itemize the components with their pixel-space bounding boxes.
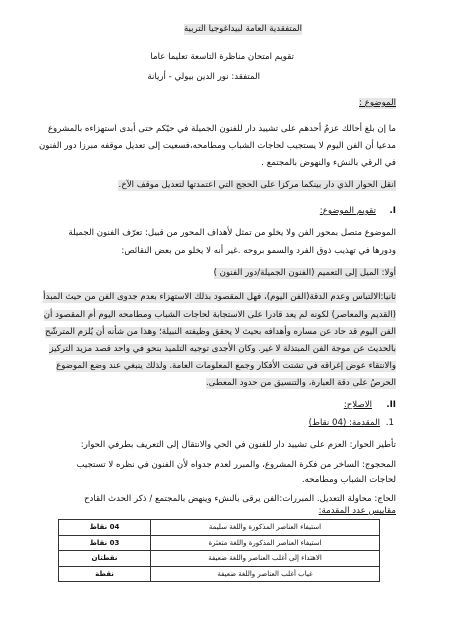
- section2-numeral: II.: [386, 400, 396, 410]
- topic-line: مدعيا أن الفن اليوم لا يستجيب لحاجات الشباب ومطامحه،فسعيت إلى تعديل موقفه مبرزا دور الفنون: [39, 141, 396, 151]
- rubric-criterion: غياب أغلب العناصر واللغة ضعيفة: [151, 566, 380, 582]
- section1-title: تقويم الموضوع:: [319, 206, 376, 216]
- intro-title: المقدمة: (04 نقاط): [308, 418, 380, 428]
- intro-numeral: 1.: [385, 418, 394, 428]
- topic-line: في الرقي بالنشء والنهوض بالمجتمع .: [261, 158, 396, 168]
- rubric-points: نقطتان: [59, 551, 151, 567]
- intro-line: لحاجات الشباب ومطامحه.: [301, 475, 396, 485]
- section1-second-line: الفن اليوم قد حاد عن مساره وأهدافه بحيث لا يحقق وظيفته النبيلة؛ وهذا من شأنه أن يُلزم المترشّح: [45, 327, 396, 337]
- rubric-criterion: استيفاء العناصر المذكورة واللغة متعثرة: [151, 535, 380, 551]
- intro-line: تأطير الحوار: العزم على تشييد دار للفنون في الحي والانتقال إلى التعريف بطرفي الحوار:: [80, 440, 396, 450]
- rubric-points: 03 نقاط: [59, 535, 151, 551]
- rubric-table: [58, 519, 380, 582]
- topic-line: ما إن بلغ أحالك عزمُ أحدهم على تشييد دار للفنون الجميلة في حيّكم حتى أبدى استهزاءه بالمشروع: [47, 124, 396, 134]
- rubric-criterion: الاهتداء إلى أغلب العناصر واللغة ضعيفة: [151, 551, 380, 567]
- topic-heading: الموضوع :: [359, 98, 396, 108]
- header-directorate: المتفقدية العامة لبيداغوجيا التربية: [183, 24, 302, 34]
- section1-second-line: بالحديث عن موجة الفن المبتذلة لا غير. وكان الأجدى توجيه التلميذ بنحو في واحد قصد مزيد التركيز: [49, 344, 396, 354]
- section2-title: الاصلاح:: [343, 400, 372, 410]
- section1-second-line: ثانيا:الالتباس وعدم الدقة(الفن اليوم)، فهل المقصود بذلك الاستهزاء بعدم جدوى الفن من حيث المبدأ: [43, 292, 396, 302]
- section1-second-line: الحرصُ على دقة العبارة، والتنسيق من حدود المعطى.: [205, 378, 396, 388]
- intro-line: المحجوج: الساخر من فكرة المشروع، والمبرر لعدم جدواه لأن الفنون في نظره لا تستجيب: [76, 460, 396, 470]
- rubric-row: [59, 566, 380, 582]
- rubric-criterion: استيفاء العناصر المذكورة واللغة سليمة: [151, 520, 380, 536]
- rubric-row: [59, 551, 380, 567]
- section1-line: ودورها في تهذيب ذوق الفرد والسمو بروحه .غير أنه لا يخلو من بعض النقائص:: [121, 246, 396, 256]
- topic-instruction: انقل الحوار الذي دار بينكما مركزا على الحجج التي اعتمدتها لتعديل موقف الآخ.: [118, 180, 396, 190]
- header-exam-title: تقويم امتحان مناظرة التاسعة تعليما عاما: [150, 52, 294, 62]
- section1-second-line: والانتقاء عوض إغراقه في تشتت الأفكار وجمع المعلومات العامة. ولذلك ينبغي عند وضع الموضوع: [56, 361, 396, 371]
- rubric-title: مقاييس عدد المقدمة:: [318, 506, 396, 516]
- section1-line: الموضوع متصل بمحور الفن ولا يخلو من تمثل لأهداف المحور من قبيل: تعرّف الفنون الجميلة: [68, 228, 396, 238]
- section1-numeral: I.: [389, 206, 396, 216]
- intro-line: الحاج: محاولة التعديل. المبررات:الفن يرقى بالنشء وينهض بالمجتمع / ذكر الحدث القادح: [83, 494, 396, 504]
- section1-second-line: (القديم والمعاصر) لكونه لم يعد قادرا على الاستجابة لحاجات الشباب ومطامحه اليوم أم المقصود أن: [43, 310, 396, 320]
- section1-first-point: أولا: الميل إلى التعميم (الفنون الجميلة/دور الفنون ): [213, 268, 396, 278]
- rubric-points: نقطة: [59, 566, 151, 582]
- header-inspector: المتفقد: نور الدين بيولي - أريانة: [147, 72, 260, 82]
- rubric-row: [59, 520, 380, 536]
- rubric-points: 04 نقاط: [59, 520, 151, 536]
- rubric-row: [59, 535, 380, 551]
